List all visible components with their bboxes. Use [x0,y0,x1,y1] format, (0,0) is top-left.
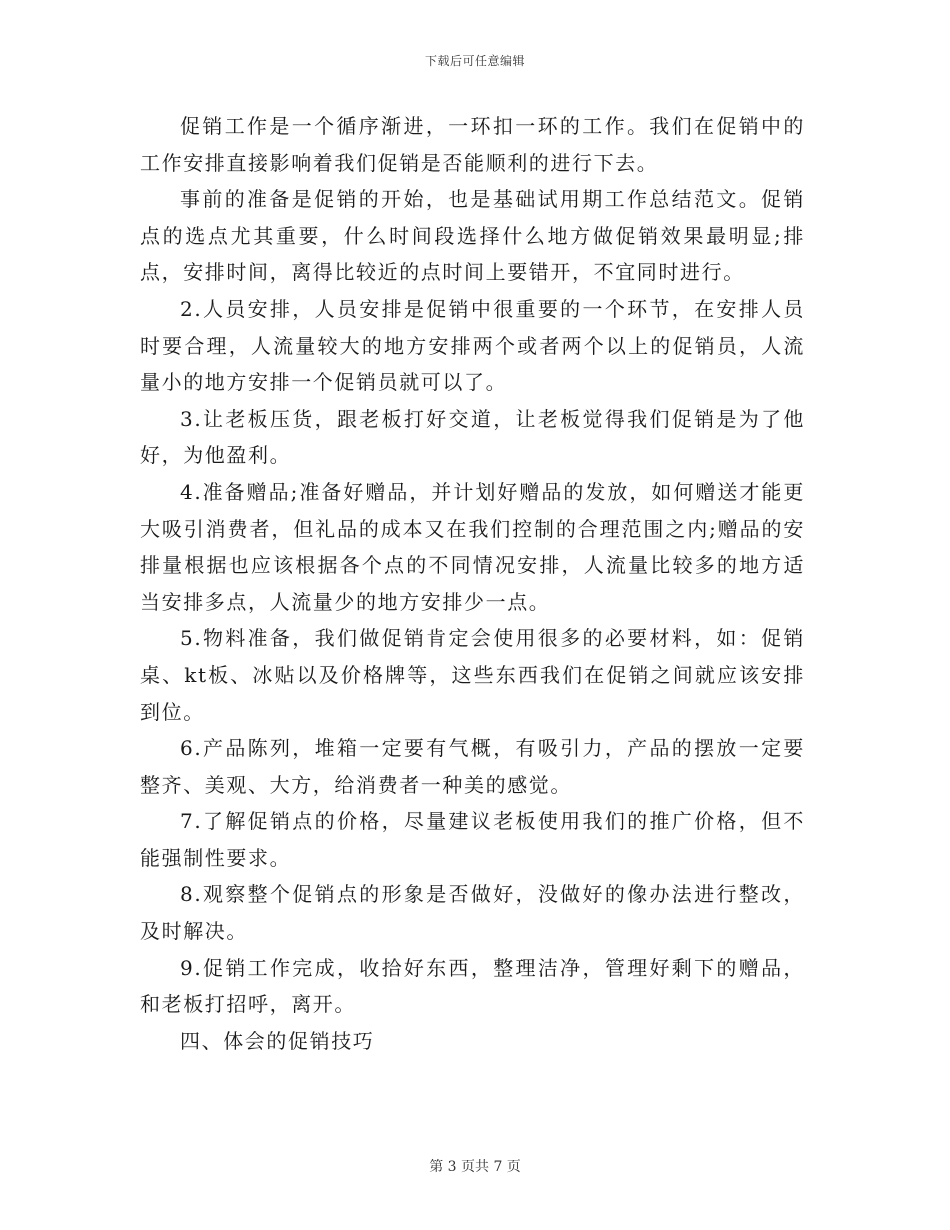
document-body [140,108,805,1059]
paragraph: 4.准备赠品;准备好赠品，并计划好赠品的发放，如何赠送才能更大吸引消费者，但礼品的成本又在我们控制的合理范围之内;赠品的安排量根据也应该根据各个点的不同情况安排，人流量比较多的地方适当安排多点，人流量少的地方安排少一点。 [140,479,805,614]
paragraph: 3.让老板压货，跟老板打好交道，让老板觉得我们促销是为了他好，为他盈利。 [140,406,805,468]
section-heading: 四、体会的促销技巧 [180,1028,375,1053]
paragraph: 事前的准备是促销的开始，也是基础试用期工作总结范文。促销点的选点尤其重要，什么时间段选择什么地方做促销效果最明显;排点，安排时间，离得比较近的点时间上要错开，不宜同时进行。 [140,187,805,285]
paragraph: 5.物料准备，我们做促销肯定会使用很多的必要材料，如：促销桌、kt板、冰贴以及价格牌等，这些东西我们在促销之间就应该安排到位。 [140,626,805,724]
paragraph: 7.了解促销点的价格，尽量建议老板使用我们的推广价格，但不能强制性要求。 [140,809,805,870]
paragraph: 9.促销工作完成，收拾好东西，整理洁净，管理好剩下的赠品，和老板打招呼，离开。 [140,955,805,1017]
page-header: 下载后可任意编辑 [424,54,525,68]
page-footer: 第 3 页共 7 页 [429,1159,521,1175]
paragraph: 促销工作是一个循序渐进，一环扣一环的工作。我们在促销中的工作安排直接影响着我们促销是否能顺利的进行下去。 [140,114,805,175]
paragraph: 2.人员安排，人员安排是促销中很重要的一个环节，在安排人员时要合理，人流量较大的地方安排两个或者两个以上的促销员，人流量小的地方安排一个促销员就可以了。 [140,296,805,395]
paragraph: 8.观察整个促销点的形象是否做好，没做好的像办法进行整改，及时解决。 [140,882,805,944]
paragraph: 6.产品陈列，堆箱一定要有气概，有吸引力，产品的摆放一定要整齐、美观、大方，给消费者一种美的感觉。 [140,736,805,797]
